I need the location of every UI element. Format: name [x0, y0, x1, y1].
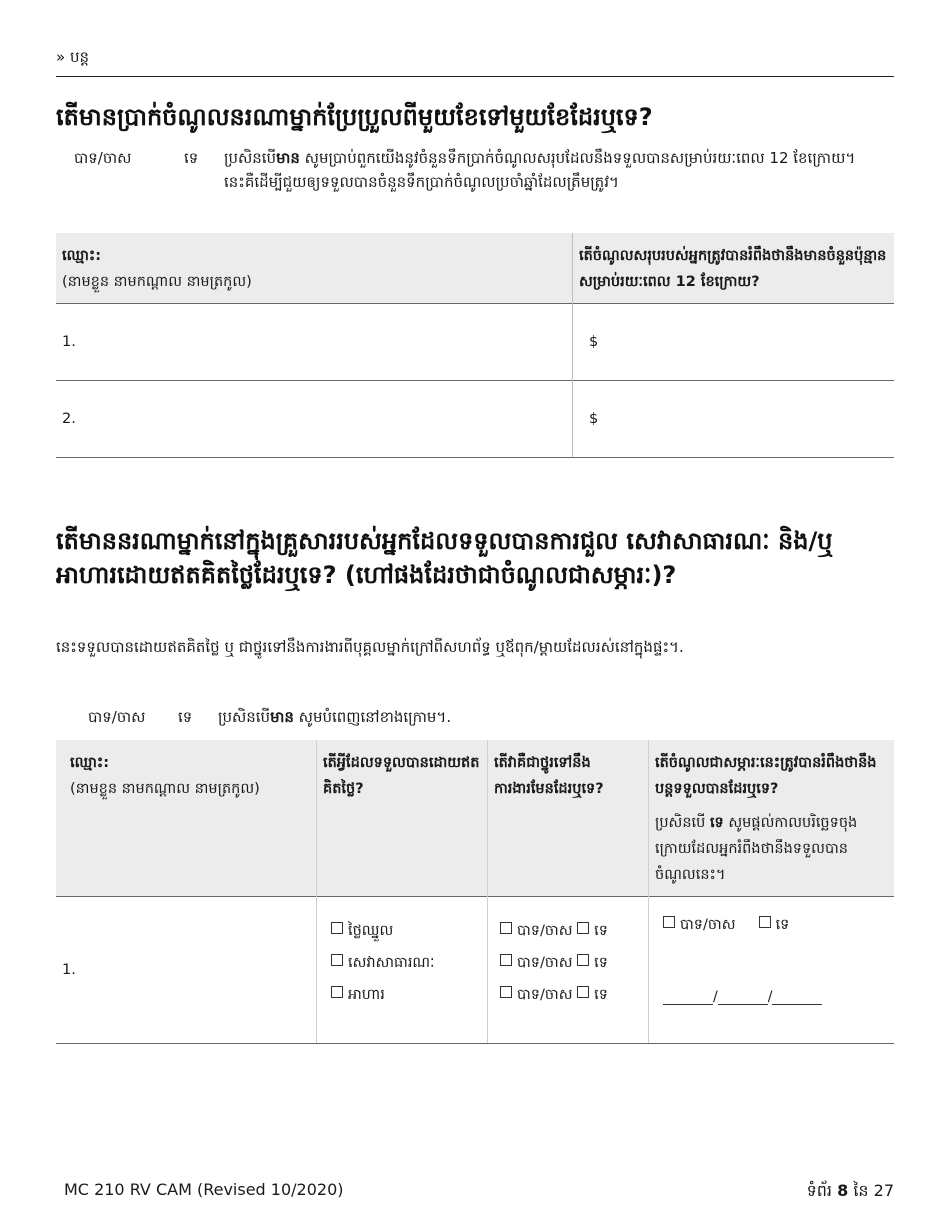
income-change-table: [56, 233, 894, 458]
work-cell: [488, 897, 649, 1044]
section2-yes-option[interactable]: បាទ/ចាស: [88, 708, 146, 726]
continued-label: » បន្ត: [56, 48, 894, 77]
checkbox-icon[interactable]: [500, 986, 512, 998]
row-number[interactable]: 1.: [56, 897, 317, 1044]
instruction-rest: សូមប្រាប់ពួកយើងនូវចំនួនទឹកប្រាក់ចំណូលសរុបដែលនឹងទទួលបានសម្រាប់រយៈពេល 12 ខែក្រោយ។ នេះគឺដើម្បីជួយឲ្យទទួលបានចំនួនទឹកប្រាក់ចំណូលប្រចាំឆ្នាំដែលត្រឹមត្រូវ។: [224, 149, 856, 191]
table-header-row: [56, 233, 894, 304]
page-num: 8: [837, 1181, 849, 1200]
note-prefix: ប្រសិនបើ: [655, 815, 710, 831]
col-name-header: [56, 740, 317, 897]
section1-title: តើមានប្រាក់ចំណូលនរណាម្នាក់ប្រែប្រួលពីមួយខែទៅមួយខែដែរឬទេ?: [56, 103, 653, 131]
yes-label: បាទ/ចាស: [517, 955, 573, 971]
checkbox-icon[interactable]: [577, 986, 589, 998]
date-day-blank[interactable]: [718, 990, 768, 1005]
yes-label: បាទ/ចាស: [517, 987, 573, 1003]
date-month-blank[interactable]: [663, 990, 713, 1005]
row-number[interactable]: 2.: [56, 381, 573, 458]
page-of: នៃ 27: [848, 1181, 894, 1200]
date-year-blank[interactable]: [772, 990, 822, 1005]
col-income-header: តើចំណូលសរុបរបស់អ្នកត្រូវបានរំពឹងថានឹងមានចំនួនប៉ុន្មានសម្រាប់រយៈពេល 12 ខែក្រោយ?: [573, 233, 895, 304]
page-label: ទំព័រ: [806, 1181, 838, 1200]
col-name-sub: (នាមខ្លួន នាមកណ្តាល នាមត្រកូល): [62, 274, 252, 290]
section2-no-option[interactable]: ទេ: [178, 708, 193, 726]
continue-cell: [649, 897, 895, 1044]
in-kind-income-table: [56, 740, 894, 1044]
col-continue-note: [655, 810, 888, 888]
yes-label: បាទ/ចាស: [680, 917, 736, 933]
instruction-bold: មាន: [276, 149, 300, 167]
form-id: MC 210 RV CAM (Revised 10/2020): [64, 1180, 344, 1199]
row-amount[interactable]: $: [573, 381, 895, 458]
work-choice-row: [500, 915, 642, 947]
section2-title: តើមាននរណាម្នាក់នៅក្នុងគ្រួសាររបស់អ្នកដែលទទួលបានការជួល សេវាសាធារណៈ និង/ឬ អាហារដោយឥតគិតថ្លៃដែរឬទេ? (ហៅផងដែរថាជាចំណូលជាសម្ភារៈ)?: [56, 527, 833, 589]
no-label: ទេ: [594, 923, 608, 939]
no-label: ទេ: [594, 987, 608, 1003]
col-name-header: [56, 233, 573, 304]
work-choice-row: [500, 979, 642, 1011]
checkbox-icon[interactable]: [500, 954, 512, 966]
checkbox-label: អាហារ: [348, 987, 385, 1003]
instruction-rest: សូមបំពេញនៅខាងក្រោម។.: [293, 708, 452, 726]
table-row: [56, 897, 894, 1044]
checkbox-icon[interactable]: [663, 916, 675, 928]
checkbox-icon[interactable]: [577, 922, 589, 934]
yes-label: បាទ/ចាស: [517, 923, 573, 939]
section1-no-option[interactable]: ទេ: [184, 149, 199, 167]
items-cell: [317, 897, 488, 1044]
no-label: ទេ: [594, 955, 608, 971]
checkbox-icon[interactable]: [331, 922, 343, 934]
col-name-title: ឈ្មោះ:: [70, 755, 110, 771]
instruction-prefix: ប្រសិនបើ: [218, 708, 271, 726]
checkbox-rent[interactable]: [331, 915, 481, 947]
checkbox-food[interactable]: [331, 979, 481, 1011]
checkbox-label: សេវាសាធារណៈ: [348, 955, 435, 971]
note-bold: ទេ: [709, 815, 724, 831]
section2-instruction: [218, 705, 868, 729]
col-work-header: តើវាគឺជាថ្នូរទៅនឹងការងារមែនដែរឬទេ?: [488, 740, 649, 897]
instruction-bold: មាន: [270, 708, 294, 726]
date-separator: /: [713, 989, 718, 1005]
col-name-title: ឈ្មោះ:: [62, 248, 102, 264]
row-number[interactable]: 1.: [56, 304, 573, 381]
col-continue-title: តើចំណូលជាសម្ភារៈនេះត្រូវបានរំពឹងថានឹងបន្តទទួលបានដែរឬទេ?: [655, 755, 877, 797]
section1-instruction: [224, 146, 874, 194]
col-what-header: តើអ្វីដែលទទួលបានដោយឥតគិតថ្លៃ?: [317, 740, 488, 897]
table-row: [56, 304, 894, 381]
section2-description: នេះទទួលបានដោយឥតគិតថ្លៃ ឬ ជាថ្នូរទៅនឹងការងារពីបុគ្គលម្នាក់ក្រៅពីសហព័ទ្ធ ឬឪពុក/ម្តាយដែលរស់នៅក្នុងផ្ទះ។.: [56, 638, 684, 656]
col-name-sub: (នាមខ្លួន នាមកណ្តាល នាមត្រកូល): [70, 781, 260, 797]
page-number: [807, 1180, 894, 1204]
no-label: ទេ: [775, 917, 790, 933]
row-amount[interactable]: $: [573, 304, 895, 381]
section1-yes-option[interactable]: បាទ/ចាស: [74, 149, 132, 167]
date-field[interactable]: [663, 989, 888, 1005]
table-header-row: [56, 740, 894, 897]
checkbox-icon[interactable]: [331, 954, 343, 966]
note-rest: សូមផ្តល់កាលបរិច្ឆេទចុងក្រោយដែលអ្នករំពឹងថានឹងទទួលបានចំណូលនេះ។: [655, 815, 858, 883]
instruction-prefix: ប្រសិនបើ: [224, 149, 277, 167]
checkbox-icon[interactable]: [759, 916, 771, 928]
checkbox-label: ថ្លៃឈ្នួល: [348, 923, 394, 939]
checkbox-utilities[interactable]: [331, 947, 481, 979]
checkbox-icon[interactable]: [500, 922, 512, 934]
checkbox-icon[interactable]: [577, 954, 589, 966]
section1-options: [74, 146, 874, 194]
col-continue-header: [649, 740, 895, 897]
section2-options: [88, 705, 868, 729]
date-separator: /: [767, 989, 773, 1005]
continue-choice-row: [663, 909, 888, 941]
checkbox-icon[interactable]: [331, 986, 343, 998]
table-row: [56, 381, 894, 458]
work-choice-row: [500, 947, 642, 979]
